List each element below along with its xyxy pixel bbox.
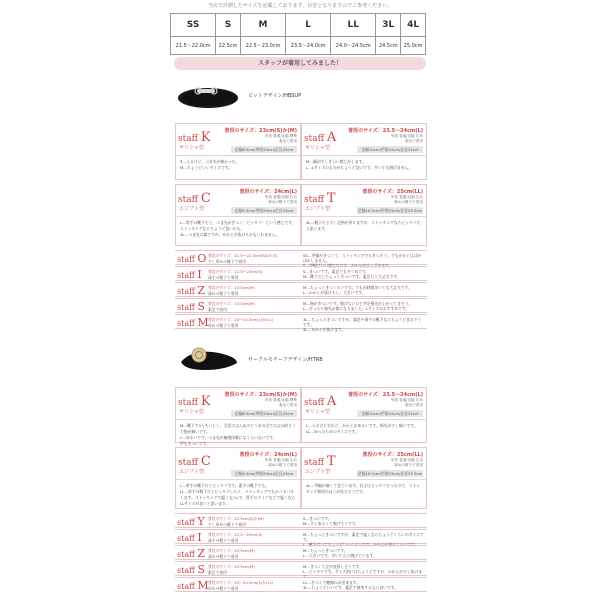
- product-name: ビットデザイン/HBSUP: [248, 93, 302, 99]
- usual-size: 普段のサイズ：25cm(LL): [362, 452, 423, 458]
- sock-note: 薄手の靴下で着用: [208, 538, 239, 543]
- staff-name: staff O: [177, 252, 207, 265]
- comment: M…幅が少しきつい感じがします。 L…Lサイズのものがちょうど良いです。歩いても脱げません。: [306, 159, 413, 170]
- sock-note: 素足で着用: [208, 570, 227, 575]
- staff-name: staff M: [177, 316, 209, 329]
- staff-card-t: [301, 184, 427, 246]
- size-header: L: [286, 14, 331, 37]
- comment: M…ちょっときつくらいです。でも長時間歩いても大丈夫です。 L…かかとが抜けるし、大きいです。: [303, 285, 412, 295]
- foot-measure: 足幅10.5cm/甲囲23cm/足長23.5cm: [357, 208, 423, 213]
- usual-size: 普段のサイズ：24〜24.5cm(L)か(LL): [208, 580, 274, 585]
- usual-size: 普段のサイズ：21.5〜22.5cm(SS)か(S): [208, 253, 278, 258]
- staff-name: staff Z: [177, 284, 205, 297]
- foot-measure: 足幅10cm/甲囲22cm/足長22cm: [357, 146, 423, 153]
- staff-card-a: [301, 387, 427, 443]
- comment: SS…甲幅がきつくて、ストッキングでもきつそう。でもかかとはぱかぱかしません。 S…甲幅はいい感じだけど、かかとが少し浮きます。: [303, 253, 422, 268]
- staff-name: staff K: [178, 130, 211, 145]
- size-header: LL: [331, 14, 376, 37]
- staff-name: staff T: [304, 191, 336, 206]
- foot-features: 甲高 普通/足幅 広め 薄めの靴下で着用: [390, 195, 423, 204]
- usual-size: 普段のサイズ：23.5〜24cm(L): [348, 392, 423, 398]
- size-header: M: [240, 14, 285, 37]
- comment: L…入るけどおれど、かかとがゆるいです。指先が少し痛いです。 LL…ゆったりめのサイズです。: [306, 423, 418, 434]
- comment: M…ちょっときついですが、素足で履くならちょうどくらいのサイズです。 L…靴下はいてちょうどいいくらいです。かかとが余るくらいです。: [303, 532, 424, 547]
- usual-size: 普段のサイズ：23cm(S)か(M): [224, 392, 297, 398]
- staff-name: staff M: [177, 579, 209, 592]
- foot-features: 甲高 普通/足幅 広め 素足で着用: [390, 398, 423, 407]
- comment: 4L…靴下だと少し足指が余りますが、ストッキングならピッタリだと思います。: [306, 220, 421, 231]
- comment: S…きついです。 M…少しゆるくて脱げそうです。: [303, 516, 360, 526]
- comment: S…入るけど、つま先が痛かった。 M…ちょうどいいサイズです。: [180, 159, 240, 170]
- staff-name: staff Y: [177, 515, 205, 528]
- sock-note: 素足で着用: [208, 307, 227, 312]
- size-value: 21.5〜22.0cm: [171, 37, 216, 55]
- foot-type: エジプト型: [305, 469, 331, 475]
- staff-card-k: [175, 123, 301, 180]
- staff-name: staff Z: [177, 547, 205, 560]
- foot-measure: 足幅9.5cm/甲囲20cm/足長23cm: [231, 470, 297, 477]
- usual-size: 普段のサイズ：24cm(L): [239, 189, 297, 195]
- comment: S…きついです。素足でもキツめです。 M…靴下だとちょっときついです。素足だと大丈夫です。: [303, 269, 401, 279]
- staff-row-z: [175, 282, 427, 297]
- staff-name: staff K: [178, 394, 211, 409]
- size-value: 25.0cm: [401, 37, 426, 55]
- staff-card-c: [175, 184, 301, 246]
- comment: 4L…甲幅が痛くて見ています。長さはピッタリだったので、ストッキング着用のほうが良さそうです。: [306, 483, 420, 494]
- size-header: S: [216, 14, 241, 37]
- staff-row-s: [175, 298, 427, 313]
- sock-note: 薄めの靴下で着用: [208, 291, 239, 296]
- usual-size: 普段のサイズ：24〜24.5cm(L)か(LL): [208, 317, 274, 322]
- comment: M…きつくて足が変形しそうです。 L…ピッタリです。サイズ的にはちょうどですが、かかとが少し抜けます。: [303, 564, 423, 579]
- staff-name: staff C: [178, 454, 211, 469]
- foot-features: 甲高 普通/足幅 広め 素足で着用: [390, 134, 423, 143]
- shoe-image-circle: [175, 338, 241, 375]
- staff-card-t: [301, 447, 427, 509]
- staff-name: staff A: [304, 130, 337, 145]
- size-value: 22.5〜23.0cm: [240, 37, 285, 55]
- foot-measure: 足幅8.5cm/甲囲20cm/足長22cm: [231, 146, 297, 153]
- foot-measure: 足幅10.5cm/甲囲23cm/足長23.5cm: [357, 471, 423, 476]
- size-note: 当店で計測したサイズを記載しております。目安となりますのでご参考ください。: [207, 3, 393, 9]
- foot-features: 甲高 普通/足幅 広め 薄めの靴下で着用: [390, 458, 423, 467]
- sock-note: 厚めの靴下で着用: [208, 323, 239, 328]
- product-name: サークルモチーフデザイン/HTRB: [248, 357, 323, 363]
- size-value: 24.5cm: [376, 37, 401, 55]
- staff-row-i: [175, 529, 427, 547]
- foot-type: エジプト型: [179, 206, 205, 212]
- staff-row-s: [175, 561, 427, 579]
- size-header: SS: [171, 14, 216, 37]
- staff-row-m: [175, 577, 427, 592]
- usual-size: 普段のサイズ：23.5cm(M): [208, 564, 255, 569]
- usual-size: 普段のサイズ：22.5cm(S)か(M): [208, 516, 264, 521]
- foot-type: エジプト型: [305, 206, 331, 212]
- staff-name: staff I: [177, 531, 202, 544]
- foot-features: 甲高 普通/足幅 広め 薄めの靴下で着用: [264, 458, 297, 467]
- foot-type: ギリシャ型: [305, 145, 330, 151]
- sock-note: 薄手の靴下で着用: [208, 275, 239, 280]
- sock-note: 厚めの靴下で着用: [208, 586, 239, 591]
- size-header: 3L: [376, 14, 401, 37]
- sock-note: 少し厚めの靴下で着用: [208, 522, 246, 527]
- foot-measure: 足幅9.5cm/甲囲20cm/足長23cm: [231, 207, 297, 214]
- staff-name: staff I: [177, 268, 202, 281]
- usual-size: 普段のサイズ：25cm(LL): [362, 189, 423, 195]
- foot-measure: 足幅8.5cm/甲囲20cm/足長22cm: [231, 410, 297, 417]
- staff-card-a: [301, 123, 427, 180]
- staff-row-m: [175, 314, 427, 332]
- staff-row-o: [175, 250, 427, 268]
- comment: L…厚手の靴下だと、つま先がきつく、ピッタリ！という感じです。ストッキングならちょうど良いかも。 3L…つま先は楽ですが、かかとが抜けるかもしれません。: [180, 220, 296, 237]
- staff-name: staff A: [304, 394, 337, 409]
- comment: M…靴下で3人ろいとし、全足のぶんぬのどうあの全てのぶみ的そうで指が痛いです。 L…ゆるいです。つま先が痛感体験になくらいないです。 甲もきついです。: [180, 423, 296, 446]
- foot-features: 甲高 普通/足幅 標準 素足で着用: [264, 398, 297, 407]
- foot-features: 甲高 普通/足幅 標準 素足で着用: [264, 134, 297, 143]
- staff-card-c: [175, 447, 301, 509]
- usual-size: 普段のサイズ：24cm(L): [239, 452, 297, 458]
- sock-note: 薄めの靴下で着用: [208, 554, 239, 559]
- usual-size: 普段のサイズ：23.5cm(M): [208, 285, 255, 290]
- size-value: 23.5〜24.0cm: [286, 37, 331, 55]
- size-header: 4L: [401, 14, 426, 37]
- staff-name: staff S: [177, 300, 205, 313]
- usual-size: 普段のサイズ：22.5〜23cm(S): [208, 532, 263, 537]
- size-value: 22.5cm: [216, 37, 241, 55]
- shoe-image-bit: [175, 76, 241, 113]
- staff-name: staff T: [304, 454, 336, 469]
- comment: M…ちょっときついです。 L…大きいです。歩いてたら脱げています。: [303, 548, 377, 558]
- foot-type: ギリシャ型: [305, 409, 330, 415]
- usual-size: 普段のサイズ：23.5cm(M): [208, 301, 255, 306]
- staff-card-k: [175, 387, 301, 446]
- staff-row-i: [175, 266, 427, 281]
- foot-type: ギリシャ型: [179, 409, 204, 415]
- usual-size: 普段のサイズ：23cm(S)か(M): [224, 128, 297, 134]
- usual-size: 普段のサイズ：23.5〜24cm(L): [348, 128, 423, 134]
- sock-note: 少し厚めの靴下で着用: [208, 259, 246, 264]
- foot-measure: 足幅10cm/甲囲22cm/足長22cm: [357, 410, 423, 417]
- comment: L…厚手の靴下だとピッタリです。素手の靴下でも。 LL…厚手の靴下だとピッタリしたり、ストッキングでもかパカパカします。ストッキングで履くならLで、厚手のタイツなどで履くならLLサイズが良いと思います。: [180, 483, 296, 506]
- foot-type: ギリシャ型: [179, 145, 204, 151]
- staff-banner: スタッフが着用してみました！: [174, 57, 426, 70]
- size-value: 24.0〜24.5cm: [331, 37, 376, 55]
- comment: 3L…ちょっときついですが、素足や薄手の靴下ならちょうど良さそうです。 4L…かかとが抜けます。: [303, 317, 422, 332]
- staff-row-z: [175, 545, 427, 560]
- staff-name: staff C: [178, 191, 211, 206]
- foot-features: 甲高 普通/足幅 広め 薄めの靴下で着用: [264, 195, 297, 204]
- foot-type: エジプト型: [179, 469, 205, 475]
- usual-size: 普段のサイズ：23.5cm(M): [208, 548, 255, 553]
- size-table: [170, 13, 426, 55]
- staff-row-y: [175, 513, 427, 528]
- staff-name: staff S: [177, 563, 205, 576]
- comment: M…指がきついです。脱げないけど共足指先が上がってきそう。 L…ぴったり指先が楽になりました。Lサイズがおすすめです。: [303, 301, 413, 311]
- usual-size: 普段のサイズ：22.5〜23cm(S): [208, 269, 263, 274]
- comment: LL…きつくて靴擦れが出来ます。 3L…ちょうどいいです。素足で着用するなら良いです。: [303, 580, 399, 590]
